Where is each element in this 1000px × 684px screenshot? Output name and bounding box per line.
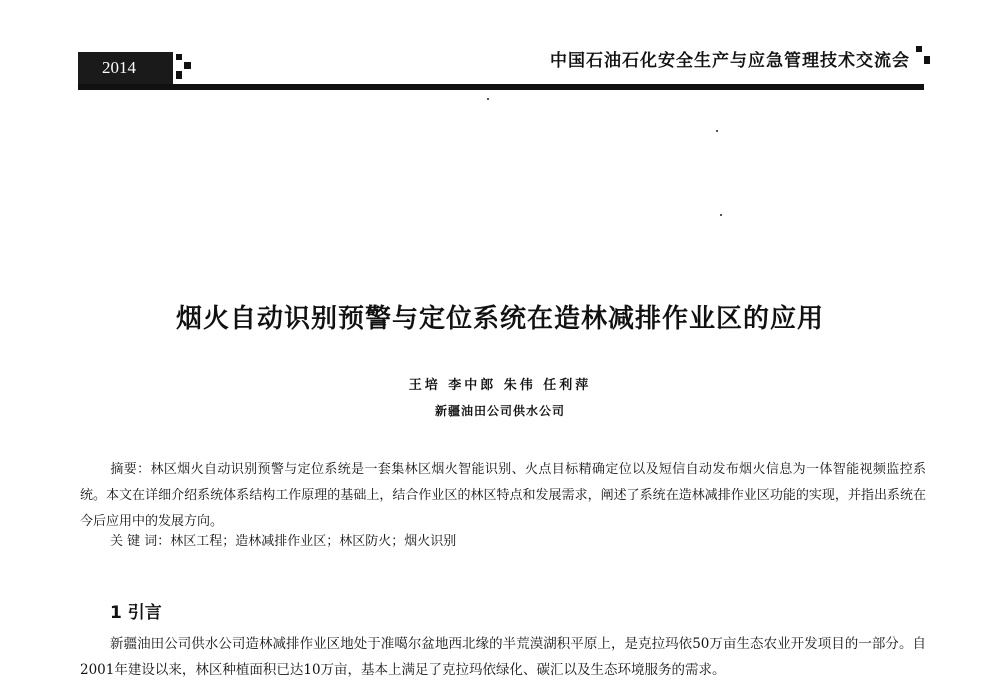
authors: 王培 李中郎 朱伟 任利萍 [408,378,592,393]
scan-speck [716,130,718,132]
section-heading: 1 引言 [110,603,162,623]
header-decoration-icon [184,62,191,69]
paper-title: 烟火自动识别预警与定位系统在造林减排作业区的应用 [175,304,824,334]
affiliation: 新疆油田公司供水公司 [434,404,565,418]
keywords: 关 键 词：林区工程；造林减排作业区；林区防火；烟火识别 [110,534,457,549]
header-decoration-icon [916,46,922,52]
conference-title: 中国石油石化安全生产与应急管理技术交流会 [550,51,910,71]
header-decoration-icon [924,56,930,64]
header-decoration-icon [176,54,182,60]
year-label: 2014 [78,52,173,84]
abstract [80,457,926,535]
introduction-paragraph [80,631,926,683]
header-decoration-icon [176,71,182,79]
scan-speck [720,214,722,216]
scan-speck [487,98,489,100]
introduction-text: 新疆油田公司供水公司造林减排作业区地处于准噶尔盆地西北缘的半荒漠湖积平原上，是克拉玛依50万亩生态农业开发项目的一部分。自2001年建设以来，林区种植面积已达10万亩，基本上满足了克拉玛依绿化、碳汇以及生态环境服务的需求。 [80,636,926,678]
running-header [78,44,924,90]
abstract-text: 摘要：林区烟火自动识别预警与定位系统是一套集林区烟火智能识别、火点目标精确定位以及短信自动发布烟火信息为一体智能视频监控系统。本文在详细介绍系统体系结构工作原理的基础上，结合作业区的林区特点和发展需求，阐述了系统在造林减排作业区功能的实现，并指出系统在今后应用中的发展方向。 [80,462,926,529]
